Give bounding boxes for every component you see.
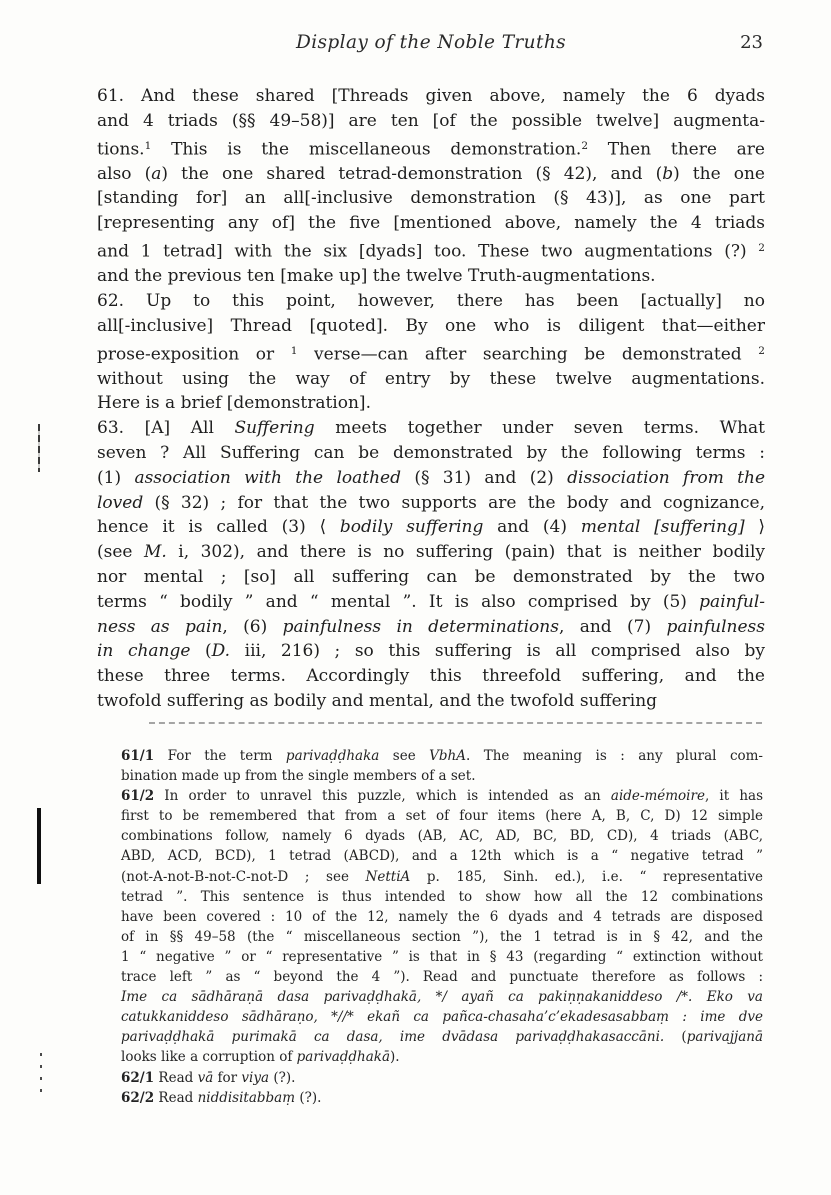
footnote-61-1 bbox=[121, 746, 763, 786]
footnote-62-1 bbox=[121, 1068, 763, 1088]
text-line: loved (§ 32) ; for that the two supports are the body and cognizance, bbox=[97, 492, 765, 513]
text-line: twofold suffering as bodily and mental, and the twofold suffering bbox=[97, 690, 658, 711]
text-line: (not-A-not-B-not-C-not-D ; see NettiA p. 185, Sinh. ed.), i.e. “ representative bbox=[121, 868, 763, 885]
text-line: 62/1 Read vā for viya (?). bbox=[121, 1069, 296, 1086]
text-line: 62. Up to this point, however, there has been [actually] no bbox=[97, 290, 765, 311]
text-line: [representing any of] the five [mentioned above, namely the 4 triads bbox=[97, 213, 765, 234]
margin-pencil-mark bbox=[40, 1053, 42, 1099]
text-line: and 1 tetrad] with the six [dyads] too. These two augmentations (?) $^2$ bbox=[97, 241, 765, 262]
running-title: Display of the Noble Truths bbox=[295, 32, 567, 53]
paragraph-61 bbox=[97, 84, 765, 289]
text-line: combinations follow, namely 6 dyads (AB, AC, AD, BC, BD, CD), 4 triads (ABC, bbox=[121, 828, 763, 845]
footnotes bbox=[121, 746, 763, 1108]
text-line: in change (D. iii, 216) ; so this suffering is all comprised also by bbox=[97, 641, 766, 662]
text-line: tetrad ”. This sentence is thus intended to show how all the 12 combinations bbox=[121, 888, 763, 905]
paragraph-62 bbox=[97, 289, 765, 416]
text-line: bination made up from the single members of a set. bbox=[121, 768, 476, 785]
text-line: and 4 triads (§§ 49–58)] are ten [of the possible twelve] augmenta- bbox=[97, 110, 765, 131]
margin-pencil-mark bbox=[38, 424, 40, 472]
text-line: also (a) the one shared tetrad-demonstration (§ 42), and (b) the one bbox=[97, 163, 765, 184]
text-line: without using the way of entry by these twelve augmentations. bbox=[97, 368, 765, 389]
text-line: parivaḍḍhakā purimakā ca dasa, ime dvādasa parivaḍḍhakasaccāni. (parivajjanā bbox=[121, 1029, 763, 1046]
text-line: (see M. i, 302), and there is no suffering (pain) that is neither bodily bbox=[97, 542, 765, 563]
text-line: Ime ca sādhāraṇā dasa parivaḍḍhakā, */ ayañ ca pakiṇṇakaniddeso /*. Eko va bbox=[121, 989, 763, 1006]
footnote-61-2 bbox=[121, 786, 763, 1067]
text-line: hence it is called (3) ⟨ bodily suffering and (4) mental [suffering] ⟩ bbox=[97, 517, 766, 538]
margin-pencil-mark bbox=[37, 808, 41, 884]
text-line: 61/1 For the term parivaḍḍhaka see VbhA. The meaning is : any plural com- bbox=[121, 748, 763, 764]
text-line: 1 “ negative ” or “ representative ” is that in § 43 (regarding “ extinction without bbox=[121, 948, 763, 965]
footnote-62-2 bbox=[121, 1088, 763, 1108]
text-line: prose-exposition or $^1$ verse—can after searching be demonstrated $^2$ bbox=[97, 343, 765, 364]
text-line: catukkaniddeso sādhāraṇo, *//* ekañ ca pañca-chasaha’c’ekadesasabbaṃ : ime dve bbox=[121, 1009, 763, 1026]
text-line: 63. [A] All Suffering meets together under seven terms. What bbox=[97, 418, 765, 439]
text-line: 62/2 Read niddisitabbaṃ (?). bbox=[121, 1089, 322, 1106]
body-text bbox=[97, 84, 765, 714]
text-line: seven ? All Suffering can be demonstrated by the following terms : bbox=[97, 442, 765, 463]
paragraph-63 bbox=[97, 416, 765, 714]
text-line: all[-inclusive] Thread [quoted]. By one who is diligent that—either bbox=[97, 315, 765, 336]
text-line: ness as pain, (6) painfulness in determinations, and (7) painfulness bbox=[97, 616, 765, 637]
text-line: [standing for] an all[-inclusive demonstration (§ 43)], as one part bbox=[97, 188, 765, 209]
text-line: 61/2 In order to unravel this puzzle, which is intended as an aide-mémoire, it has bbox=[121, 788, 763, 805]
footnote-separator-rule bbox=[149, 722, 762, 724]
text-line: nor mental ; [so] all suffering can be demonstrated by the two bbox=[97, 566, 765, 587]
text-line: (1) association with the loathed (§ 31) and (2) dissociation from the bbox=[97, 467, 766, 488]
page-header bbox=[97, 32, 765, 58]
text-line: terms “ bodily ” and “ mental ”. It is also comprised by (5) painful- bbox=[97, 591, 765, 612]
page-number: 23 bbox=[740, 32, 763, 53]
text-line: and the previous ten [make up] the twelve Truth-augmentations. bbox=[97, 266, 656, 287]
text-line: 61. And these shared [Threads given above, namely the 6 dyads bbox=[97, 86, 765, 106]
text-line: these three terms. Accordingly this threefold suffering, and the bbox=[97, 666, 765, 687]
text-line: first to be remembered that from a set of four items (here A, B, C, D) 12 simple bbox=[121, 808, 763, 825]
text-line: looks like a corruption of parivaḍḍhakā). bbox=[121, 1049, 400, 1066]
text-line: have been covered : 10 of the 12, namely the 6 dyads and 4 tetrads are disposed bbox=[121, 908, 763, 925]
text-line: Here is a brief [demonstration]. bbox=[97, 393, 371, 414]
text-line: ABD, ACD, BCD), 1 tetrad (ABCD), and a 12th which is a “ negative tetrad ” bbox=[121, 848, 763, 865]
text-line: trace left ” as “ beyond the 4 ”). Read and punctuate therefore as follows : bbox=[121, 969, 763, 986]
text-line: of in §§ 49–58 (the “ miscellaneous section ”), the 1 tetrad is in § 42, and the bbox=[121, 928, 763, 945]
text-line: tions.$^1$ This is the miscellaneous demonstration.$^2$ Then there are bbox=[97, 138, 765, 159]
